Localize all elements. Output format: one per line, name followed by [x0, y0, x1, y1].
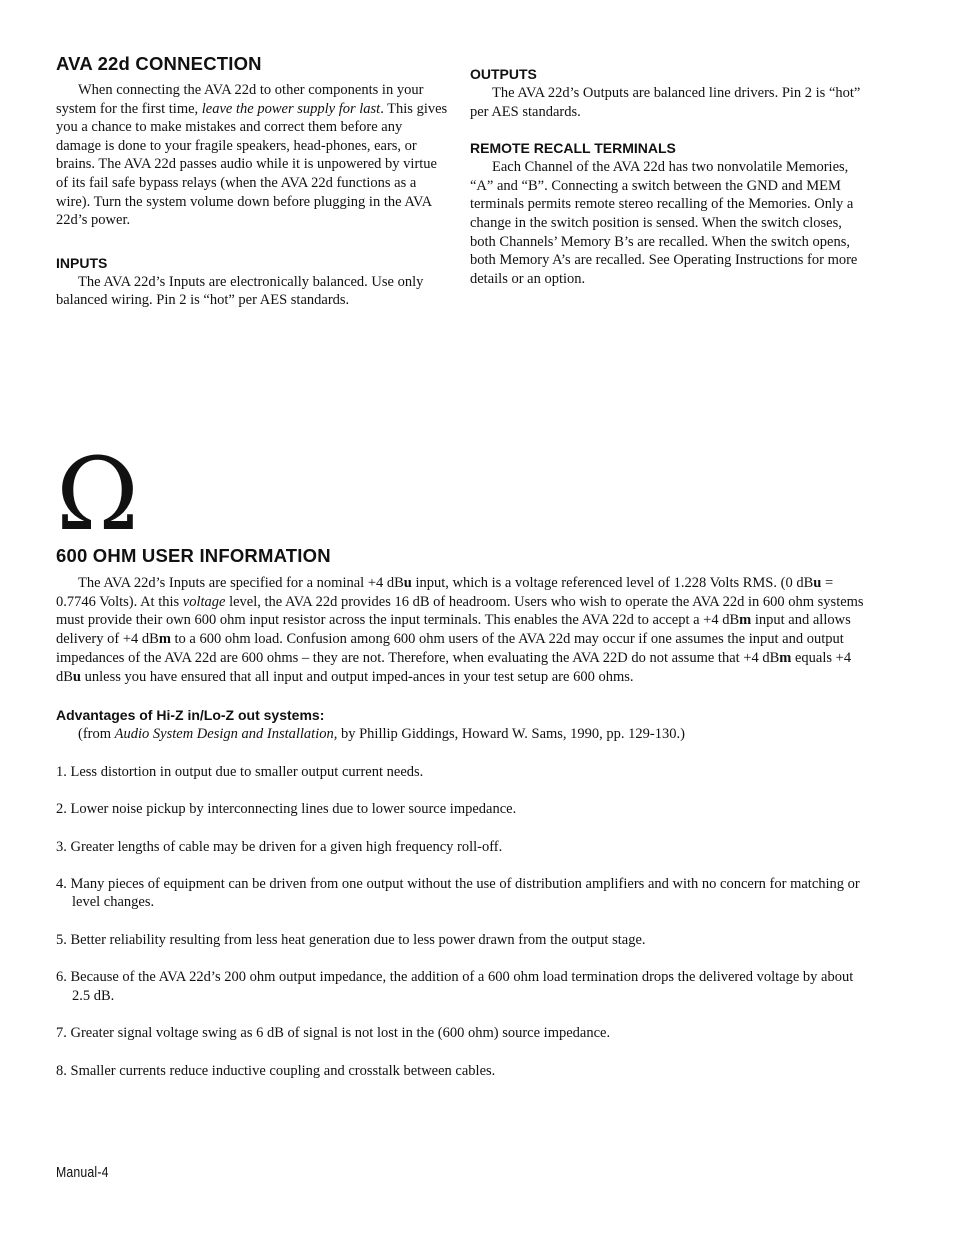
- inputs-heading: INPUTS: [56, 254, 108, 271]
- outputs-paragraph: The AVA 22d’s Outputs are balanced line drivers. Pin 2 is “hot” per AES standards.: [470, 85, 861, 120]
- list-item: 2. Lower noise pickup by interconnecting lines due to lower source impedance.: [56, 801, 517, 818]
- connection-text-rest: . This gives you a chance to make mistakes and correct them before any damage is done to your fragile speakers, head-phones, ears, or brains. The AVA 22d passes audio while it is unpowered by virtue of its fail safe bypass relays (when the AVA 22d functions as a wire). Turn the system volume down before plugging in the AVA 22d’s power.: [56, 100, 448, 229]
- ohm-unit-u-1: u: [403, 575, 412, 591]
- list-item: 1. Less distortion in output due to smaller output current needs.: [56, 763, 424, 780]
- connection-paragraph: [56, 81, 450, 230]
- ohm-unit-m-1: m: [739, 612, 752, 629]
- citation-suffix: by Phillip Giddings, Howard W. Sams, 1990, pp. 129-130.): [337, 726, 685, 743]
- connection-heading: AVA 22d CONNECTION: [56, 53, 262, 74]
- ohm-unit-u-3: u: [72, 668, 81, 685]
- list-item: 6. Because of the AVA 22d’s 200 ohm output impedance, the addition of a 600 ohm load termination drops the delivered voltage by about 2.5 dB.: [56, 969, 854, 1004]
- list-item: 8. Smaller currents reduce inductive coupling and crosstalk between cables.: [56, 1062, 496, 1079]
- omega-symbol: Ω: [56, 436, 139, 553]
- advantages-heading: Advantages of Hi-Z in/Lo-Z out systems:: [56, 707, 325, 724]
- remote-recall-heading: REMOTE RECALL TERMINALS: [470, 140, 676, 157]
- ohm-text-4: level, the AVA 22d provides 16 dB of headroom. Users who wish to operate the AVA 22d in 600 ohm systems must provide their own 600 ohm input resistor across the input terminals. This enables the AVA 22d to accept a +4 dB: [56, 593, 864, 629]
- ohm-text-7: equals +4 dB: [56, 649, 852, 685]
- ohm-text-8: unless you have ensured that all input and output imped-ances in your test setup are 600 ohms.: [81, 668, 634, 685]
- ohm-voltage-emphasis: voltage: [182, 593, 226, 610]
- page-number: Manual-4: [56, 1164, 109, 1181]
- ohm-text-2: input, which is a voltage referenced level of 1.228 Volts RMS. (0 dB: [411, 575, 814, 591]
- ohm-text-3: = 0.7746 Volts). At this: [56, 575, 834, 610]
- ohm-section-heading: 600 OHM USER INFORMATION: [56, 545, 331, 566]
- advantages-citation: [56, 725, 868, 744]
- ohm-intro-paragraph: [56, 574, 868, 686]
- ohm-text-5: input and allows delivery of +4 dB: [56, 612, 851, 648]
- ohm-unit-m-2: m: [158, 631, 171, 648]
- ohm-unit-m-3: m: [779, 649, 792, 666]
- remote-recall-paragraph: Each Channel of the AVA 22d has two nonvolatile Memories, “A” and “B”. Connecting a switch between the GND and MEM terminals permits remote stereo recalling of the Memories. Only a change in the switch position is sensed. When the switch closes, both Channels’ Memory B’s are recalled. When the switch opens, both Memory A’s are recalled. See Operating Instructions for more details or an option.: [470, 159, 858, 287]
- ohm-user-section: [56, 545, 868, 1080]
- ohm-unit-u-2: u: [813, 575, 822, 591]
- connection-text-start: When connecting the AVA 22d to other components in your system for the first time,: [56, 82, 424, 117]
- list-item: 4. Many pieces of equipment can be driven from one output without the use of distribution amplifiers and with no concern for matching or level changes.: [56, 875, 860, 911]
- citation-book-title: Audio System Design and Installation,: [114, 726, 338, 743]
- ohm-text-6: to a 600 ohm load. Confusion among 600 ohm users of the AVA 22d may occur if one assumes the input and output impedances of the AVA 22d are 600 ohms – they are not. Therefore, when evaluating the AVA 22D do not assume that +4 dB: [56, 631, 844, 666]
- ohm-text-1: The AVA 22d’s Inputs are specified for a nominal +4 dB: [78, 575, 404, 591]
- citation-prefix: (from: [78, 726, 115, 743]
- list-item: 5. Better reliability resulting from less heat generation due to less power drawn from the output stage.: [56, 931, 646, 948]
- inputs-paragraph: The AVA 22d’s Inputs are electronically balanced. Use only balanced wiring. Pin 2 is “hot” per AES standards.: [56, 273, 424, 309]
- left-column: [56, 53, 450, 310]
- connection-emphasis: leave the power supply for last: [201, 100, 381, 117]
- advantages-list: [56, 763, 868, 1081]
- list-item: 7. Greater signal voltage swing as 6 dB of signal is not lost in the (600 ohm) source impedance.: [56, 1025, 611, 1042]
- outputs-heading: OUTPUTS: [470, 66, 537, 82]
- right-column: [470, 65, 864, 288]
- list-item: 3. Greater lengths of cable may be driven for a given high frequency roll-off.: [56, 838, 503, 855]
